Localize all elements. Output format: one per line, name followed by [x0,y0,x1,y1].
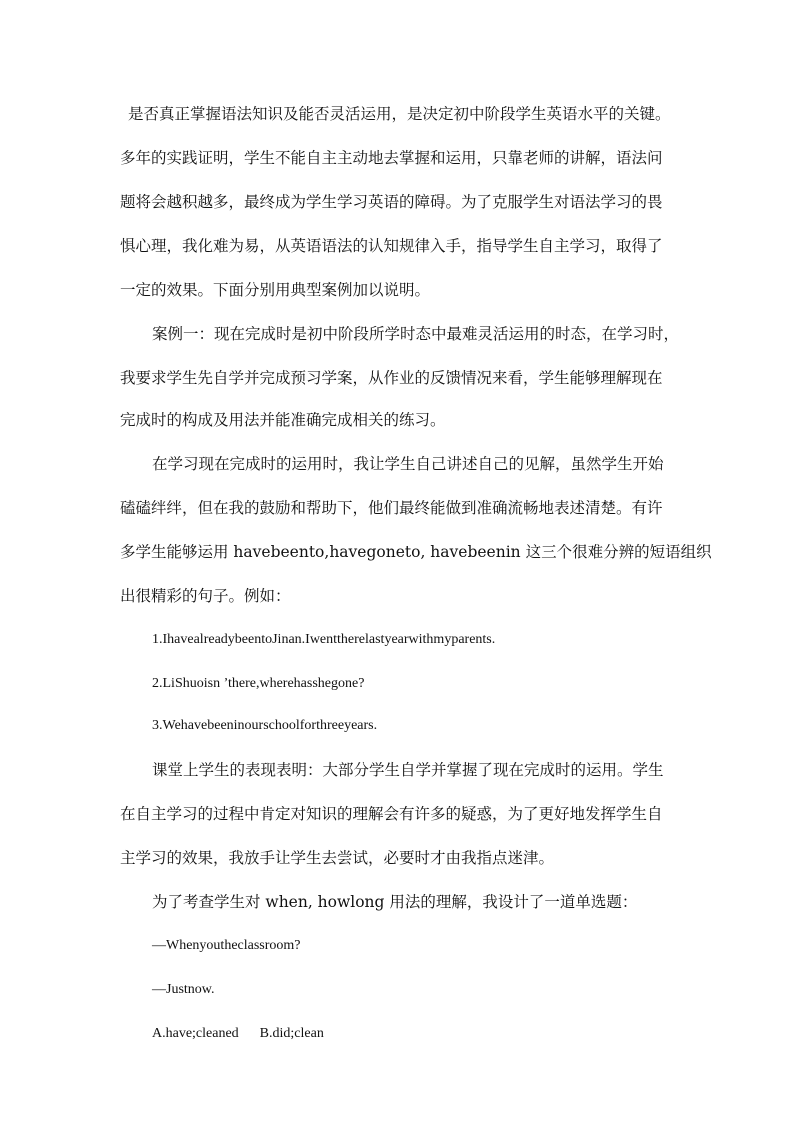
paragraph-5-line-1: 为了考查学生对 when, howlong 用法的理解，我设计了一道单选题： [152,893,638,911]
example-sentence-1: 1.IhavealreadybeentoJinan.Iwenttherelastyearwithmyparents. [152,632,496,647]
paragraph-3-line-4: 出很精彩的句子。例如： [120,587,291,605]
paragraph-2-line-1: 案例一：现在完成时是初中阶段所学时态中最难灵活运用的时态，在学习时， [152,325,680,343]
paragraph-3-line-3: 多学生能够运用 havebeento,havegoneto, havebeenin 这三个很难分辨的短语组织 [120,543,712,561]
paragraph-3-line-2: 磕磕绊绊，但在我的鼓励和帮助下，他们最终能做到准确流畅地表述清楚。有许 [120,499,663,517]
question-line-1: —Whenyoutheclassroom? [152,938,301,953]
paragraph-1-line-1: 是否真正掌握语法知识及能否灵活运用，是决定初中阶段学生英语水平的关键。 [128,105,671,123]
question-options: A.have;cleaned B.did;clean [152,1026,324,1041]
question-line-2: —Justnow. [152,982,215,997]
paragraph-4-line-2: 在自主学习的过程中肯定对知识的理解会有许多的疑惑，为了更好地发挥学生自 [120,805,663,823]
paragraph-4-line-3: 主学习的效果，我放手让学生去尝试，必要时才由我指点迷津。 [120,849,555,867]
paragraph-1-line-2: 多年的实践证明，学生不能自主主动地去掌握和运用，只靠老师的讲解，语法问 [120,149,663,167]
paragraph-1-line-5: 一定的效果。下面分别用典型案例加以说明。 [120,281,431,299]
paragraph-1-line-4: 惧心理，我化难为易，从英语语法的认知规律入手，指导学生自主学习，取得了 [120,237,663,255]
paragraph-4-line-1: 课堂上学生的表现表明：大部分学生自学并掌握了现在完成时的运用。学生 [152,761,664,779]
paragraph-3-line-1: 在学习现在完成时的运用时，我让学生自己讲述自己的见解，虽然学生开始 [152,455,664,473]
example-sentence-3: 3.Wehavebeeninourschoolforthreeyears. [152,718,378,733]
paragraph-2-line-3: 完成时的构成及用法并能准确完成相关的练习。 [120,411,446,429]
paragraph-2-line-2: 我要求学生先自学并完成预习学案，从作业的反馈情况来看，学生能够理解现在 [120,369,663,387]
example-sentence-2: 2.LiShuoisn ’there,wherehasshegone? [152,676,365,691]
paragraph-1-line-3: 题将会越积越多，最终成为学生学习英语的障碍。为了克服学生对语法学习的畏 [120,193,663,211]
